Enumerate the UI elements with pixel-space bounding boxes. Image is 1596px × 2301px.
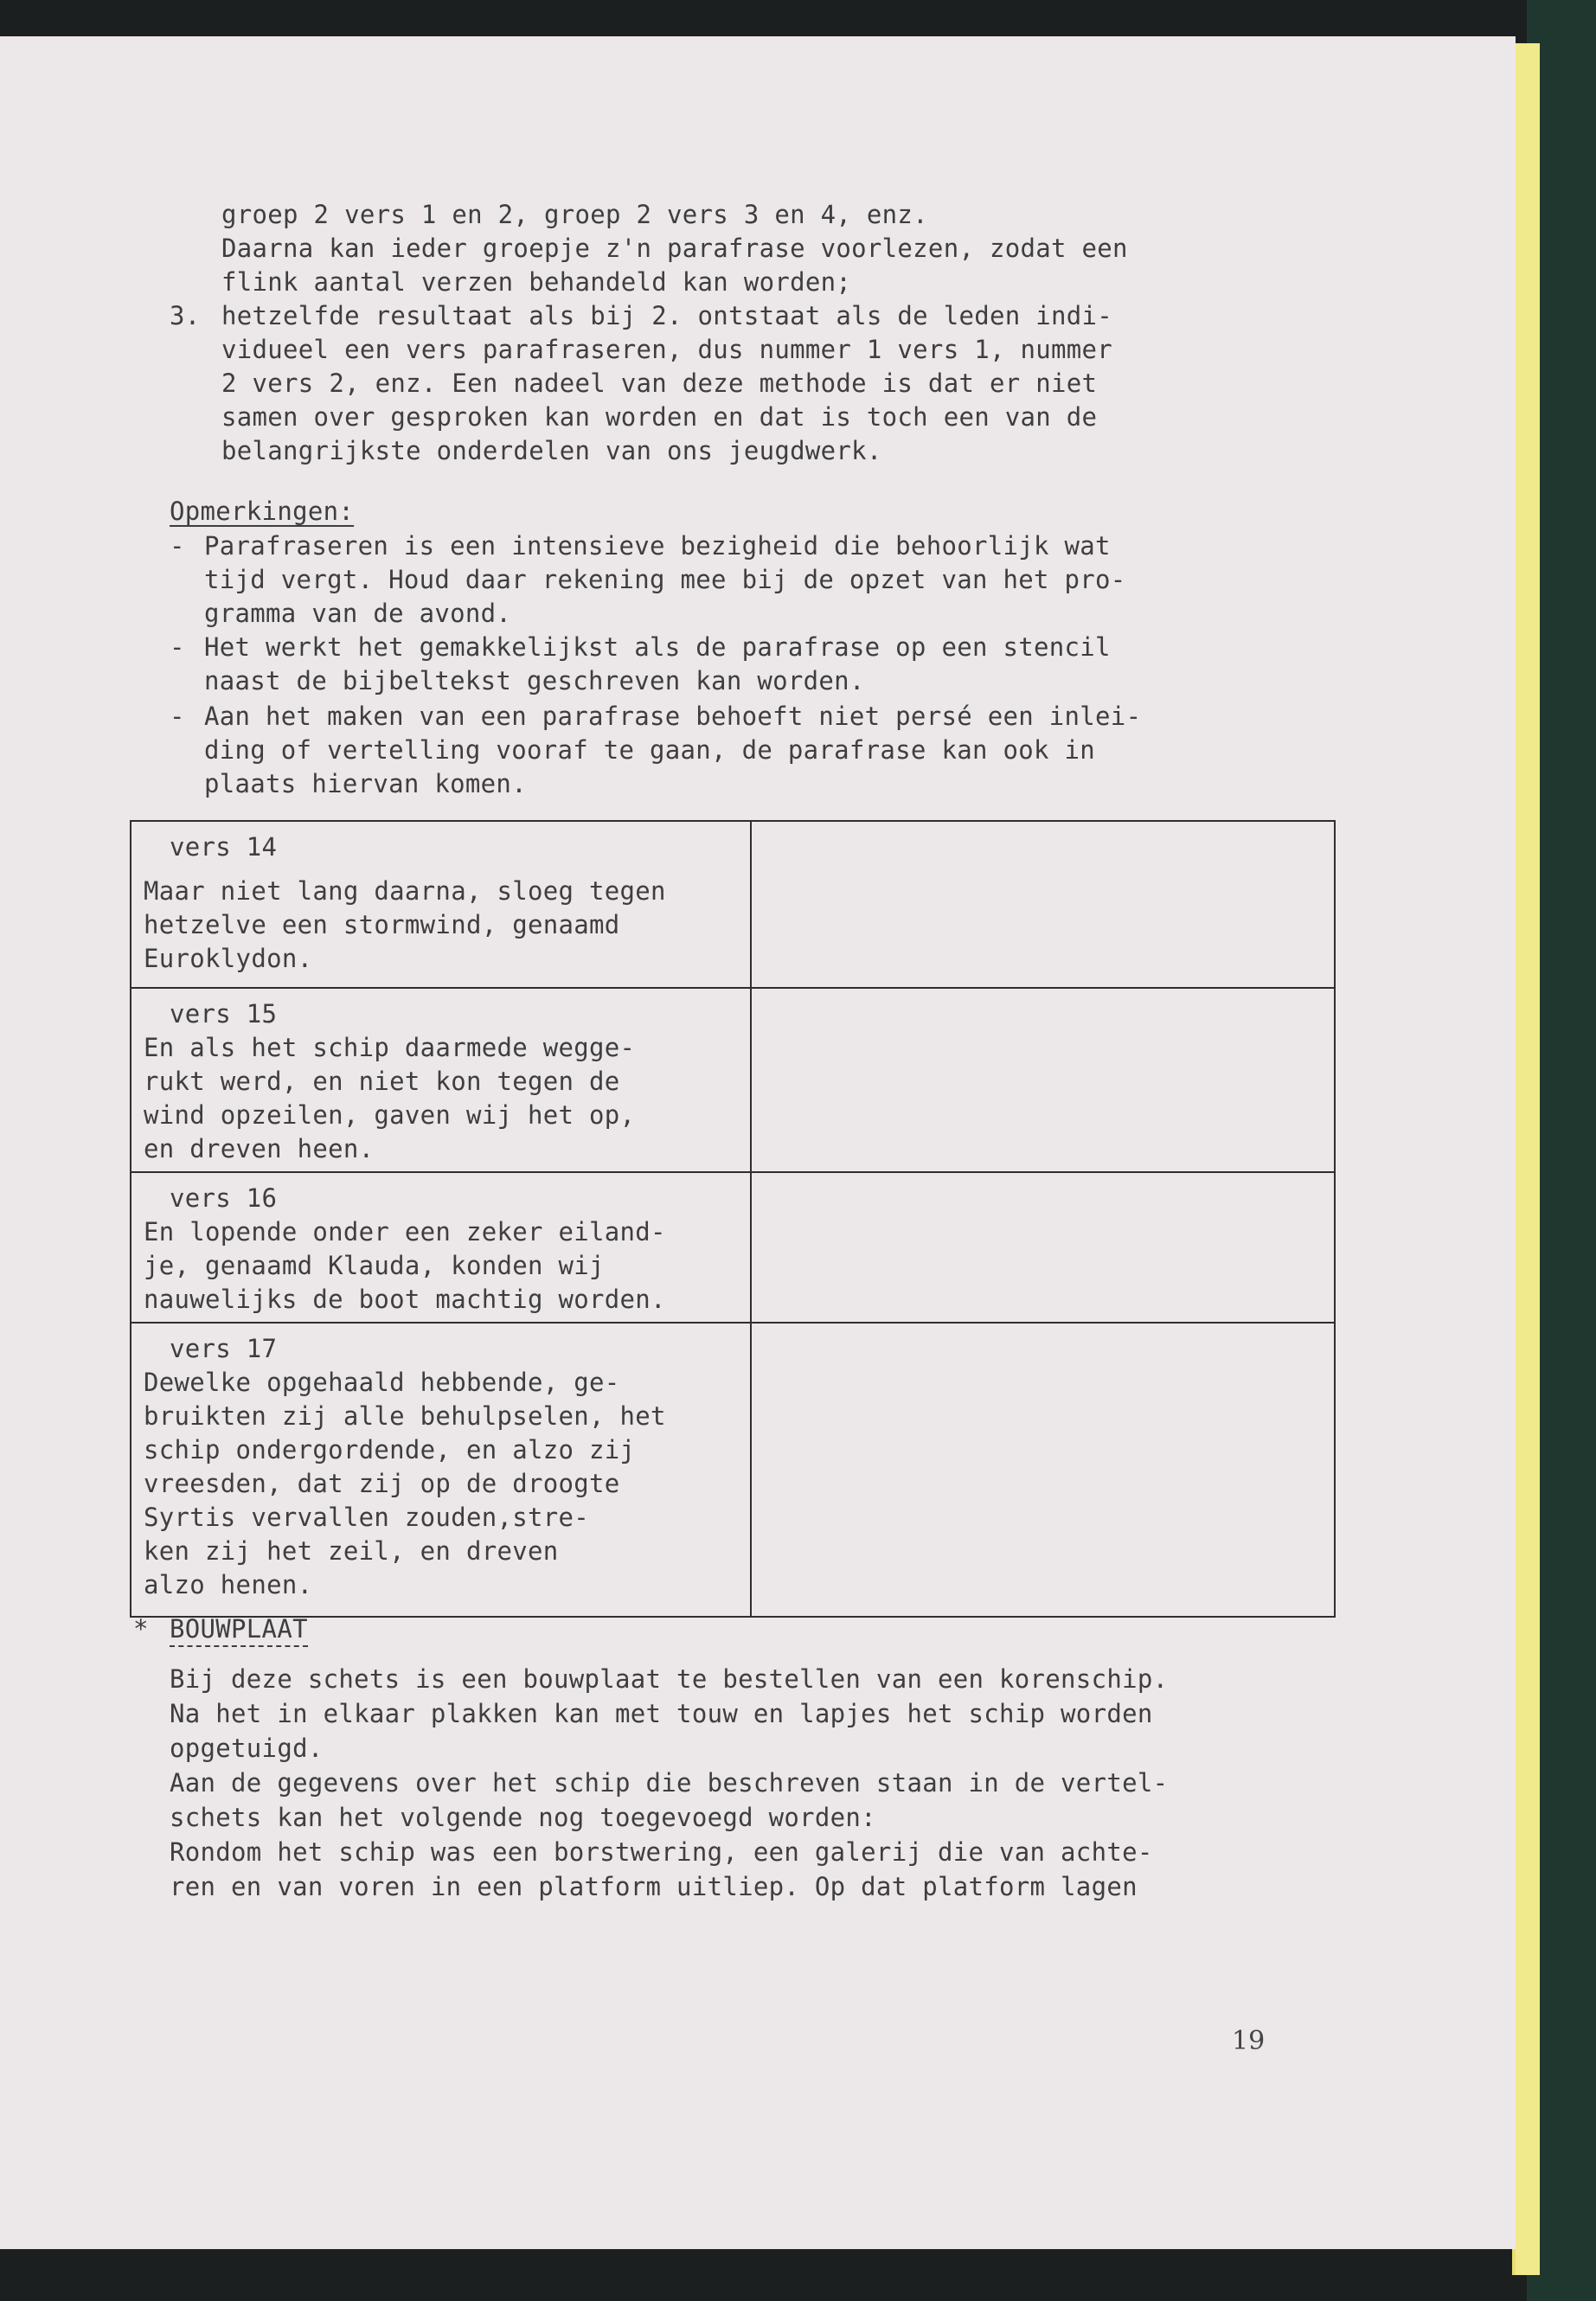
remark-3-dash: - (170, 702, 185, 731)
bouwplaat-line-6: Rondom het schip was een borstwering, een galerij die van achte- (170, 1837, 1153, 1867)
table-row (131, 1172, 1335, 1323)
intro-line-2: Daarna kan ieder groepje z'n parafrase voorlezen, zodat een (221, 234, 1128, 263)
paraphrase-cell[interactable] (751, 1323, 1335, 1617)
remarks-heading: Opmerkingen: (170, 497, 355, 526)
verse-cell (131, 1323, 751, 1617)
verse-cell (131, 1172, 751, 1323)
bouwplaat-line-1: Bij deze schets is een bouwplaat te bestellen van een korenschip. (170, 1664, 1169, 1694)
verses-table (130, 820, 1336, 1618)
item3-line-3: 2 vers 2, enz. Een nadeel van deze methode is dat er niet (221, 369, 1098, 398)
bouwplaat-line-7: ren en van voren in een platform uitliep. Op dat platform lagen (170, 1872, 1138, 1901)
paraphrase-cell[interactable] (751, 821, 1335, 988)
bouwplaat-heading (170, 1612, 308, 1646)
table-row (131, 821, 1335, 988)
remark-1-line-3: gramma van de avond. (204, 599, 512, 628)
verse-text: Maar niet lang daarna, sloeg tegen hetzelve een stormwind, genaamd Euroklydon. (144, 876, 666, 973)
item3-number: 3. (170, 301, 201, 330)
remark-3-line-3: plaats hiervan komen. (204, 769, 527, 798)
remark-3-line-1: Aan het maken van een parafrase behoeft niet persé een inlei- (204, 702, 1142, 731)
verse-text: En lopende onder een zeker eiland- je, genaamd Klauda, konden wij nauwelijks de boot machtig worden. (144, 1217, 666, 1314)
document-page (0, 36, 1516, 2249)
bouwplaat-line-2: Na het in elkaar plakken kan met touw en lapjes het schip worden (170, 1699, 1153, 1728)
remark-2-line-2: naast de bijbeltekst geschreven kan worden. (204, 666, 865, 695)
remark-3-line-2: ding of vertelling vooraf te gaan, de parafrase kan ook in (204, 735, 1096, 765)
verse-label: vers 17 (170, 1334, 278, 1363)
bouwplaat-asterisk: * (133, 1614, 149, 1644)
bouwplaat-heading-text: BOUWPLAAT (170, 1614, 308, 1647)
remark-1-line-2: tijd vergt. Houd daar rekening mee bij de opzet van het pro- (204, 565, 1126, 594)
remark-2-line-1: Het werkt het gemakkelijkst als de parafrase op een stencil (204, 632, 1111, 662)
verse-cell (131, 988, 751, 1172)
item3-line-5: belangrijkste onderdelen van ons jeugdwerk. (221, 436, 882, 465)
verse-text: Dewelke opgehaald hebbende, ge- bruikten zij alle behulpselen, het schip ondergordende, en alzo zij vreesden, dat zij op de droogte Syrtis vervallen zouden,stre- ken zij het zeil, en dreven alzo henen. (144, 1368, 666, 1599)
item3-line-4: samen over gesproken kan worden en dat is toch een van de (221, 402, 1098, 432)
intro-line-3: flink aantal verzen behandeld kan worden; (221, 267, 852, 297)
remark-1-line-1: Parafraseren is een intensieve bezigheid die behoorlijk wat (204, 531, 1111, 561)
verse-cell (131, 821, 751, 988)
page-number: 19 (1232, 2026, 1266, 2056)
item3-line-2: vidueel een vers parafraseren, dus nummer 1 vers 1, nummer (221, 335, 1113, 364)
bouwplaat-line-4: Aan de gegevens over het schip die beschreven staan in de vertel- (170, 1768, 1169, 1798)
item3-line-1: hetzelfde resultaat als bij 2. ontstaat als de leden indi- (221, 301, 1113, 330)
verse-text: En als het schip daarmede wegge- rukt werd, en niet kon tegen de wind opzeilen, gaven wij het op, en dreven heen. (144, 1033, 636, 1163)
verse-label: vers 16 (170, 1183, 278, 1213)
bouwplaat-line-5: schets kan het volgende nog toegevoegd worden: (170, 1803, 876, 1832)
page-edge-strip (1512, 43, 1540, 2275)
table-row (131, 1323, 1335, 1617)
intro-line-1: groep 2 vers 1 en 2, groep 2 vers 3 en 4, enz. (221, 200, 928, 229)
remark-1-dash: - (170, 531, 185, 561)
verse-label: vers 14 (170, 832, 278, 862)
bouwplaat-line-3: opgetuigd. (170, 1734, 324, 1763)
paraphrase-cell[interactable] (751, 988, 1335, 1172)
remark-2-dash: - (170, 632, 185, 662)
table-row (131, 988, 1335, 1172)
paraphrase-cell[interactable] (751, 1172, 1335, 1323)
verse-label: vers 15 (170, 999, 278, 1029)
